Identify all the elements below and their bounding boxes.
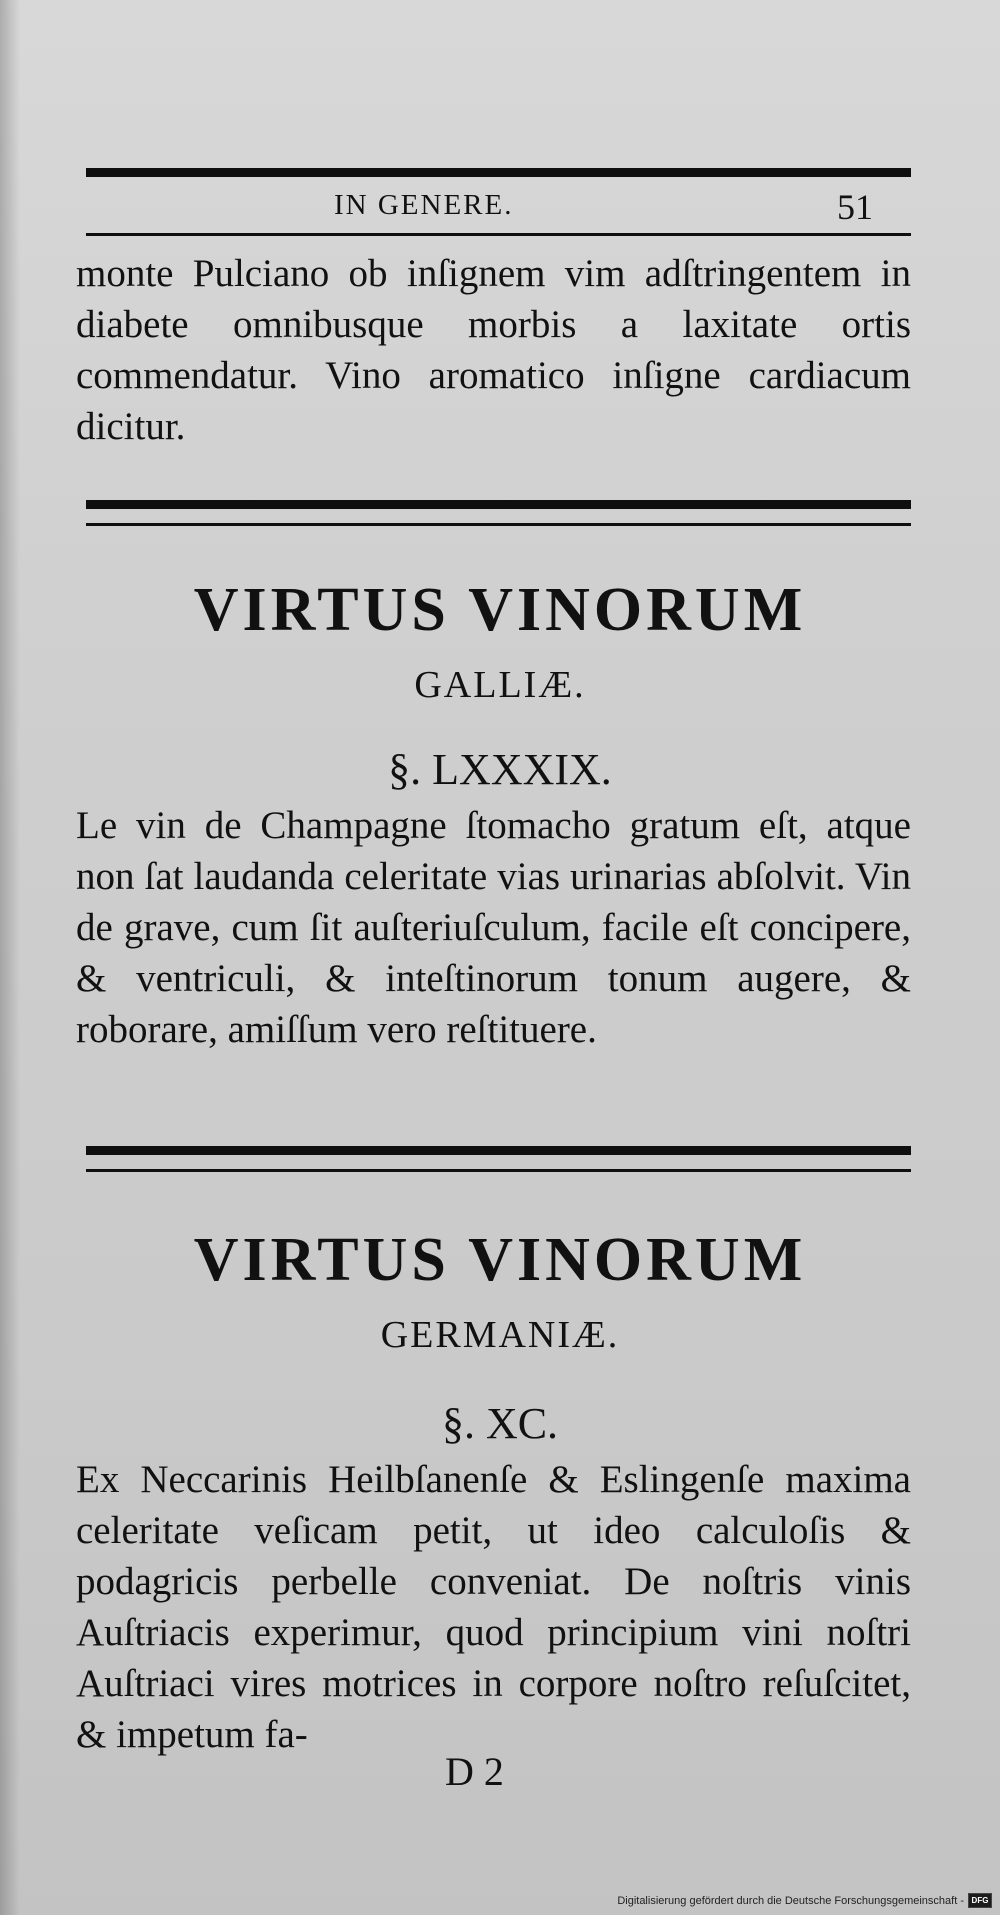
running-head: IN GENERE. bbox=[334, 189, 514, 221]
germaniae-paragraph: Ex Neccarinis Heilbſanenſe & Eslingenſe maxima celeritate veſicam petit, ut ideo calculoſis & podagricis perbelle conveniat. De noſtris vinis Auſtriacis experimur, quod principium vini noſtri Auſtriaci vires motrices in corpore noſtro reſuſcitet, & impetum fa- bbox=[76, 1458, 911, 1756]
dfg-logo: DFG bbox=[968, 1893, 992, 1908]
section-title-germaniae: VIRTUS VINORUM bbox=[193, 1226, 807, 1294]
section-divider-top-thick bbox=[86, 500, 911, 509]
section-subtitle-germaniae: GERMANIÆ. bbox=[380, 1314, 620, 1356]
header-top-rule bbox=[86, 168, 911, 177]
signature-mark: D 2 bbox=[445, 1749, 504, 1794]
section-mark-xc: §. XC. bbox=[441, 1399, 559, 1448]
top-paragraph: monte Pulciano ob inſignem vim adſtringentem in diabete omnibusque morbis a laxitate ortis commendatur. Vino aromatico inſigne cardiacum dicitur. bbox=[76, 252, 911, 448]
page-edge-shadow bbox=[0, 0, 20, 1915]
section-subtitle-galliae: GALLIÆ. bbox=[414, 664, 586, 706]
header-bottom-rule bbox=[86, 233, 911, 236]
digitization-credit: Digitalisierung gefördert durch die Deutsche Forschungsgemeinschaft - bbox=[617, 1895, 964, 1907]
galliae-paragraph: Le vin de Champagne ſtomacho gratum eſt, atque non ſat laudanda celeritate vias urinarias abſolvit. Vin de grave, cum ſit auſteriuſculum, facile eſt concipere, & ventriculi, & inteſtinorum tonum augere, & roborare, amiſſum vero reſtituere. bbox=[76, 804, 911, 1051]
section-divider-top-thin bbox=[86, 523, 911, 526]
section-divider-middle-thin bbox=[86, 1169, 911, 1172]
section-divider-middle-thick bbox=[86, 1146, 911, 1155]
section-title-galliae: VIRTUS VINORUM bbox=[193, 576, 807, 644]
section-mark-lxxxix: §. LXXXIX. bbox=[388, 745, 612, 794]
page-number: 51 bbox=[837, 187, 873, 227]
